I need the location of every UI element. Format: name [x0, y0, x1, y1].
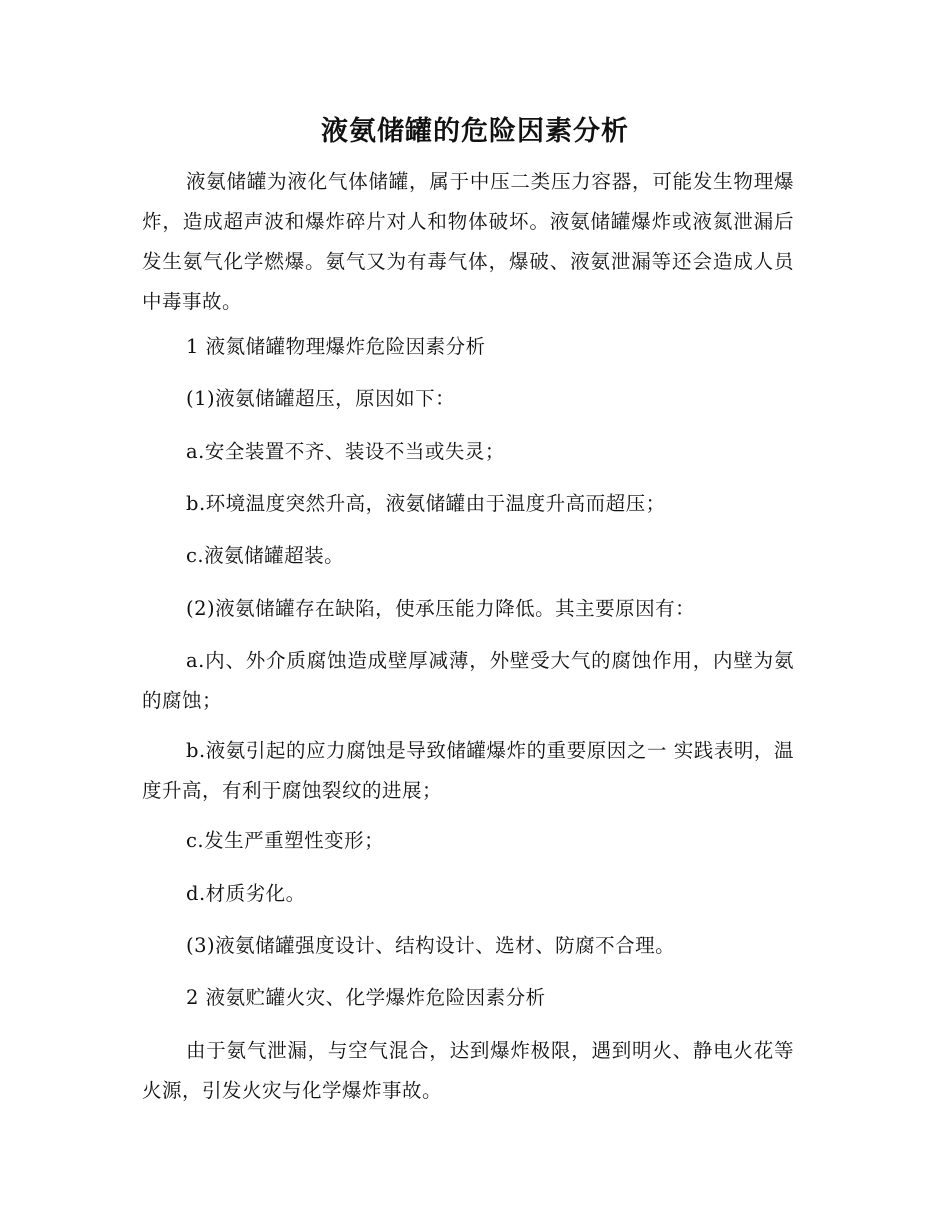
list-item-2a: a.内、外介质腐蚀造成壁厚减薄，外壁受大气的腐蚀作用，内壁为氨的腐蚀； — [142, 649, 794, 712]
section-heading-2: 2 液氨贮罐火灾、化学爆炸危险因素分析 — [186, 986, 546, 1009]
list-item-2c: c.发生严重塑性变形； — [186, 829, 385, 852]
list-item-1a: a.安全装置不齐、装设不当或失灵； — [186, 440, 505, 463]
subsection-heading-3: (3)液氨储罐强度设计、结构设计、选材、防腐不合理。 — [186, 934, 676, 957]
subsection-heading-1: (1)液氨储罐超压，原因如下： — [186, 387, 456, 410]
paragraph-fire-explosion: 由于氨气泄漏，与空气混合，达到爆炸极限，遇到明火、静电火花等火源，引发火灾与化学爆炸事故。 — [142, 1039, 794, 1102]
section-heading-1: 1 液氮储罐物理爆炸危险因素分析 — [186, 335, 486, 358]
document-title: 液氨储罐的危险因素分析 — [321, 116, 629, 147]
list-item-2b: b.液氨引起的应力腐蚀是导致储罐爆炸的重要原因之一 实践表明，温度升高，有利于腐蚀裂纹的进展； — [142, 739, 794, 802]
list-item-1b: b.环境温度突然升高，液氨储罐由于温度升高而超压； — [186, 492, 666, 515]
list-item-1c: c.液氨储罐超装。 — [186, 544, 345, 567]
list-item-2d: d.材质劣化。 — [186, 882, 306, 905]
subsection-heading-2: (2)液氨储罐存在缺陷，使承压能力降低。其主要原因有： — [186, 597, 696, 620]
paragraph-intro: 液氨储罐为液化气体储罐，属于中压二类压力容器，可能发生物理爆炸，造成超声波和爆炸碎片对人和物体破坏。液氨储罐爆炸或液氮泄漏后发生氨气化学燃爆。氨气又为有毒气体，爆破、液氨泄漏等还会造成人员中毒事故。 — [142, 170, 794, 313]
